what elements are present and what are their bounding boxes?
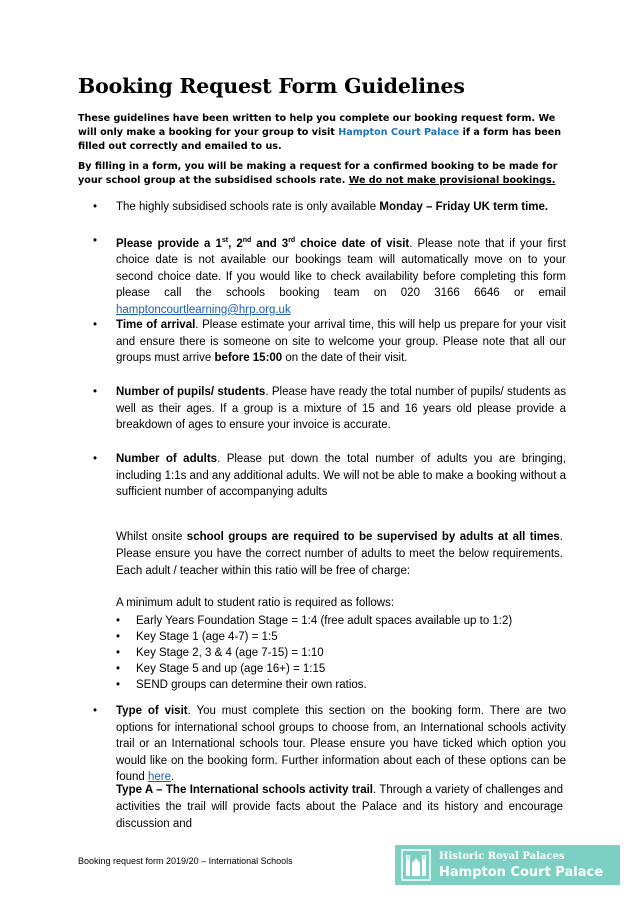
ratio-item: • Key Stage 1 (age 4-7) = 1:5 [116,629,512,645]
footer-text: Booking request form 2019/20 – International Schools [78,856,293,866]
bullet-bold: Monday – Friday UK term time. [379,201,549,213]
bullet-dot: • [93,386,98,398]
bullet-dot: • [93,201,98,213]
logo-line-1: Historic Royal Palaces [439,851,565,862]
bullet-bold: Type of visit [116,705,188,717]
bullet-text: . Please note that if your first choice date is not available our bookings team will automatically move on to your second choice date. If you would like to check availability before completing this form please call the schools booking team on 020 3166 6646 or email [116,237,566,300]
here-link[interactable]: here [147,771,172,783]
bullet-dot: • [93,705,98,717]
bullet-choice-dates [93,233,566,318]
bold-part: choice date of visit [295,237,410,250]
bullet-text: on the date of their visit. [282,352,408,364]
supervision-paragraph [116,529,563,580]
bullet-text: . Please put down the total number of adults you are bringing, including 1:1s and any additional adults. We will not be able to make a booking without a sufficient number of accompanying adults [116,453,566,498]
bullet-bold: Number of adults [116,453,218,465]
ratio-item: • Key Stage 5 and up (age 16+) = 1:15 [116,661,512,677]
supervision-bold: school groups are required to be supervised by adults at all times [186,531,560,543]
hrp-logo [395,845,620,885]
para-text: . Through a variety of challenges and activities the trail will provide facts about the Palace and its history and encourage discussion and [116,784,563,830]
para-text: Whilst onsite [116,531,187,543]
type-a-paragraph [116,782,563,833]
intro2-text: By filling in a form, you will be making a request for a [78,161,374,172]
para-text: . Please ensure you have the correct number of adults to meet the below requirements. Each adult / teacher within this ratio will be free of charge: [116,531,563,577]
no-provisional-notice: We do not make provisional bookings. [348,175,556,186]
bullet-adults [93,451,566,501]
arrival-time: before 15:00 [214,352,283,364]
bullet-bold: Number of pupils/ students [116,386,266,398]
intro-text-end: if a form has been filled out correctly and emailed to us. [78,127,562,152]
bullet-text: . Please have ready the total number of pupils/ students as well as their ages. If a group is a mixture of 15 and 16 years old please provide a breakdown of ages to ensure your invoice is accurate. [116,386,566,431]
sup-rd: rd [288,237,296,244]
palace-name-highlight: Hampton Court Palace [338,127,460,138]
bullet-text: . [171,771,175,783]
bullet-arrival [93,317,566,367]
bold-part: and 3 [251,237,289,250]
intro-text: These guidelines have been written to help you complete our booking request form. We will only make a booking for your group to visit [78,113,556,138]
bullet-text: . Please estimate your arrival time, this will help us prepare for your visit and ensure there is someone on site to welcome your group. Please note that all our groups must arrive [116,319,566,364]
bold-part: , 2 [228,237,243,250]
ratio-list [116,613,512,693]
bullet-bold [116,238,409,250]
sup-nd: nd [242,237,252,244]
ratio-item: • Key Stage 2, 3 & 4 (age 7-15) = 1:10 [116,645,512,661]
intro-paragraph-1 [78,112,568,154]
ratio-item: • SEND groups can determine their own ratios. [116,677,512,693]
intro-paragraph-2 [78,160,568,188]
bullet-dot: • [93,319,98,331]
type-a-bold: Type A – The International schools activity trail [116,784,373,796]
page-title: Booking Request Form Guidelines [78,74,465,98]
bullet-dot: • [93,235,98,247]
intro2-middle: booking to be made for your school group at the subsidised schools rate. [78,161,558,186]
bullet-text: The highly subsidised schools rate is only available [116,201,380,213]
bullet-text: . You must complete this section on the booking form. There are two options for international school groups to choose from, an International schools activity trail or an International schools tour. Please ensure you have ticked which option you would like on the booking form. Further information about each of these options can be found [116,705,566,783]
ratio-heading: A minimum adult to student ratio is required as follows: [116,597,395,609]
bullet-visit-type [93,703,566,786]
bullet-term-time [93,199,566,216]
bullet-pupils [93,384,566,434]
palace-emblem-icon [401,849,431,881]
sup-st: st [221,237,229,244]
confirmed-word: confirmed [373,161,428,172]
bullet-bold: Time of arrival [116,319,196,331]
email-link[interactable]: hamptoncourtlearning@hrp.org.uk [116,303,291,316]
bullet-dot: • [93,453,98,465]
ratio-item: • Early Years Foundation Stage = 1:4 (free adult spaces available up to 1:2) [116,613,512,629]
logo-line-2: Hampton Court Palace [439,865,604,880]
bold-part: Please provide a 1 [116,237,222,250]
